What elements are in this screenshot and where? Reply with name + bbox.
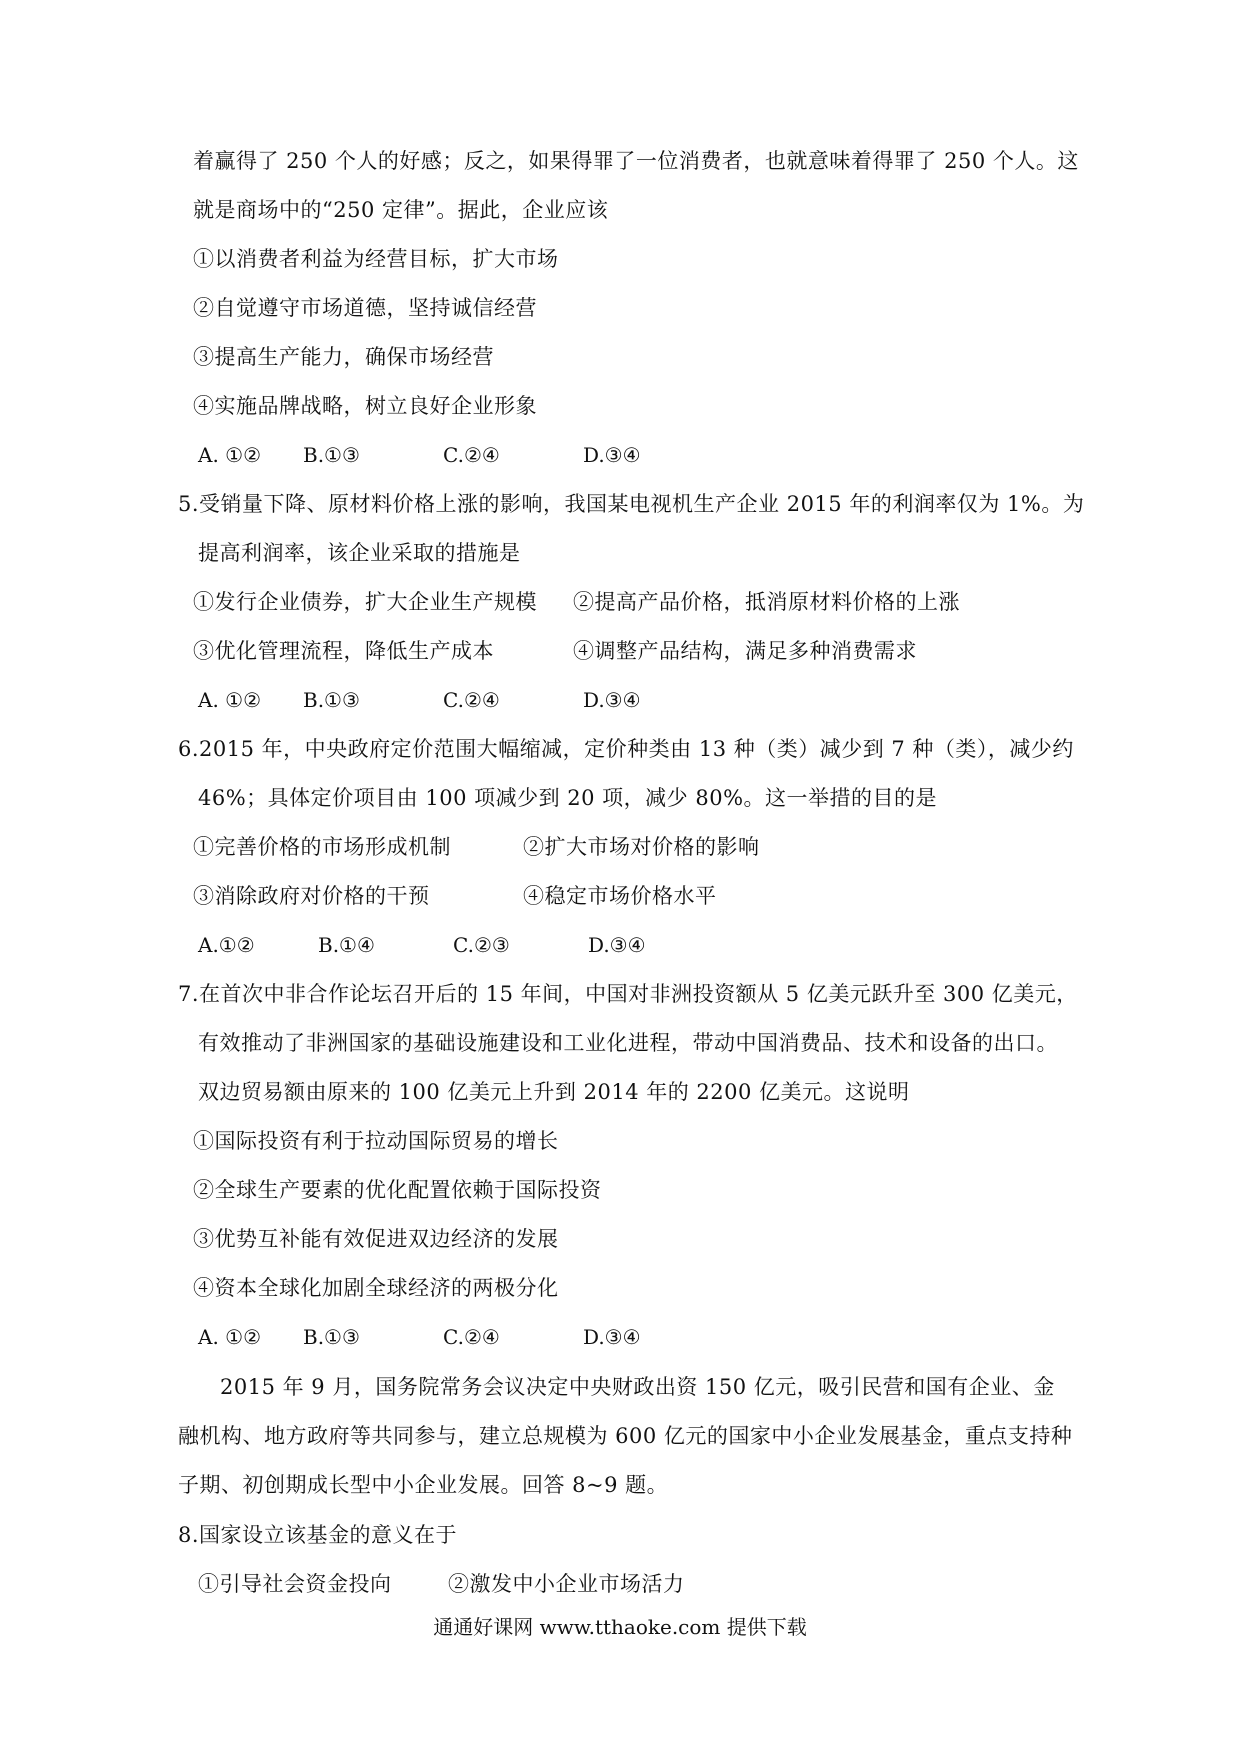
q7-option-b: B.①③: [303, 1325, 360, 1349]
q4-stem-line-2: 就是商场中的“250 定律”。据此，企业应该: [193, 198, 609, 222]
q4-option-b: B.①③: [303, 443, 360, 467]
footer-credit: 通通好课网 www.tthaoke.com 提供下载: [433, 1615, 807, 1639]
q7-statement-1: ①国际投资有利于拉动国际贸易的增长: [193, 1129, 559, 1153]
q6-option-a: A.①②: [198, 933, 255, 957]
q4-statement-3: ③提高生产能力，确保市场经营: [193, 345, 494, 369]
q6-stem-line-1: 6.2015 年，中央政府定价范围大幅缩减，定价种类由 13 种（类）减少到 7 种（类），减少约: [178, 737, 1074, 761]
q6-option-d: D.③④: [588, 933, 646, 957]
q4-statement-1: ①以消费者利益为经营目标，扩大市场: [193, 247, 559, 271]
q5-stem-line-1: 5.受销量下降、原材料价格上涨的影响，我国某电视机生产企业 2015 年的利润率仅为 1%。为: [178, 492, 1085, 516]
q7-stem-line-3: 双边贸易额由原来的 100 亿美元上升到 2014 年的 2200 亿美元。这说明: [198, 1080, 910, 1104]
q5-option-d: D.③④: [583, 688, 641, 712]
q6-statement-4: ④稳定市场价格水平: [523, 884, 717, 908]
q5-statement-1: ①发行企业债券，扩大企业生产规模: [193, 590, 537, 614]
q4-statement-4: ④实施品牌战略，树立良好企业形象: [193, 394, 537, 418]
q6-option-b: B.①④: [318, 933, 375, 957]
q8-statement-2: ②激发中小企业市场活力: [448, 1572, 685, 1596]
q6-statement-1: ①完善价格的市场形成机制: [193, 835, 451, 859]
q5-statement-3: ③优化管理流程，降低生产成本: [193, 639, 494, 663]
q5-option-c: C.②④: [443, 688, 500, 712]
q5-stem-line-2: 提高利润率，该企业采取的措施是: [198, 541, 521, 565]
q6-statement-3: ③消除政府对价格的干预: [193, 884, 430, 908]
q7-option-a: A. ①②: [198, 1325, 262, 1349]
q4-statement-2: ②自觉遵守市场道德，坚持诚信经营: [193, 296, 537, 320]
q4-option-a: A. ①②: [198, 443, 262, 467]
q7-statement-2: ②全球生产要素的优化配置依赖于国际投资: [193, 1178, 602, 1202]
q8-statement-1: ①引导社会资金投向: [198, 1572, 392, 1596]
q4-option-d: D.③④: [583, 443, 641, 467]
q4-option-c: C.②④: [443, 443, 500, 467]
q7-stem-line-1: 7.在首次中非合作论坛召开后的 15 年间，中国对非洲投资额从 5 亿美元跃升至 300 亿美元，: [178, 982, 1078, 1006]
q5-option-b: B.①③: [303, 688, 360, 712]
q4-stem-line-1: 着赢得了 250 个人的好感；反之，如果得罪了一位消费者，也就意味着得罪了 250 个人。这: [193, 149, 1079, 173]
q8-stem-line-1: 8.国家设立该基金的意义在于: [178, 1523, 458, 1547]
q7-option-c: C.②④: [443, 1325, 500, 1349]
q5-statement-4: ④调整产品结构，满足多种消费需求: [573, 639, 917, 663]
q6-statement-2: ②扩大市场对价格的影响: [523, 835, 760, 859]
material-paragraph: 2015 年 9 月，国务院常务会议决定中央财政出资 150 亿元，吸引民营和国有企业、金融机构、地方政府等共同参与，建立总规模为 600 亿元的国家中小企业发展基金，重点支持种子期、初创期成长型中小企业发展。回答 8~9 题。: [178, 1375, 1073, 1497]
q5-option-a: A. ①②: [198, 688, 262, 712]
q7-statement-3: ③优势互补能有效促进双边经济的发展: [193, 1227, 559, 1251]
q7-stem-line-2: 有效推动了非洲国家的基础设施建设和工业化进程，带动中国消费品、技术和设备的出口。: [198, 1031, 1058, 1055]
q7-statement-4: ④资本全球化加剧全球经济的两极分化: [193, 1276, 559, 1300]
q6-option-c: C.②③: [453, 933, 510, 957]
q5-statement-2: ②提高产品价格，抵消原材料价格的上涨: [573, 590, 960, 614]
q6-stem-line-2: 46%；具体定价项目由 100 项减少到 20 项，减少 80%。这一举措的目的是: [198, 786, 938, 810]
q7-option-d: D.③④: [583, 1325, 641, 1349]
